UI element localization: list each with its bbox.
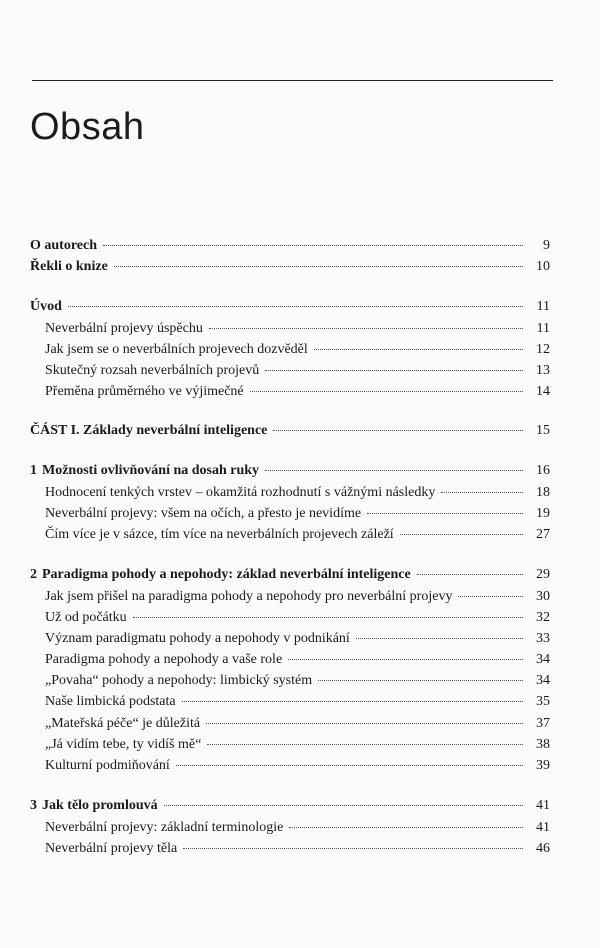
toc-dot-leader [207, 744, 523, 745]
toc-entry-label: „Já vidím tebe, ty vidíš mě“ [45, 737, 202, 752]
toc-entry-page: 29 [536, 567, 550, 582]
toc-entry-page: 46 [536, 841, 550, 856]
toc-entry-label: Přeměna průměrného ve výjimečné [45, 384, 244, 399]
toc-dot-leader [367, 513, 523, 514]
toc-dot-leader [288, 659, 523, 660]
toc-entry [45, 840, 550, 857]
toc-entry-page: 11 [536, 321, 550, 336]
toc-entry-label: Neverbální projevy: základní terminologie [45, 820, 284, 835]
toc-entry-number: 3 [30, 798, 37, 813]
toc-entry-label: Možnosti ovlivňování na dosah ruky [42, 463, 260, 478]
toc-dot-leader [103, 245, 523, 246]
toc-entry [45, 484, 550, 501]
toc-dot-leader [265, 470, 523, 471]
toc-entry-label: „Mateřská péče“ je důležitá [45, 716, 201, 731]
toc-entry [45, 320, 550, 337]
toc-entry-page: 13 [536, 363, 550, 378]
toc-entry-page: 39 [536, 758, 550, 773]
toc-entry-page: 16 [536, 463, 550, 478]
toc-dot-leader [356, 638, 523, 639]
toc-entry-label: Úvod [30, 299, 62, 314]
toc-entry [30, 797, 550, 814]
toc-entry [45, 609, 550, 626]
toc-dot-leader [458, 596, 523, 597]
toc-entry-label: O autorech [30, 238, 98, 253]
toc-entry-label: Neverbální projevy těla [45, 841, 178, 856]
toc-entry-label: Skutečný rozsah neverbálních projevů [45, 363, 260, 378]
toc-entry-label: Jak tělo promlouvá [42, 798, 158, 813]
toc-dot-leader [206, 723, 523, 724]
toc-entry-page: 37 [536, 716, 550, 731]
toc-entry-label: „Povaha“ pohody a nepohody: limbický systém [45, 673, 313, 688]
toc-entry [45, 757, 550, 774]
toc-entry [45, 362, 550, 379]
toc-entry-label: Význam paradigmatu pohody a nepohody v podnikání [45, 631, 350, 646]
page-title: Obsah [30, 106, 145, 148]
toc-entry-page: 30 [536, 589, 550, 604]
toc-dot-leader [314, 349, 523, 350]
toc-entry-label: Neverbální projevy: všem na očích, a přesto je nevidíme [45, 506, 362, 521]
toc-entry-label: Naše limbická podstata [45, 694, 176, 709]
toc-entry [45, 630, 550, 647]
toc-dot-leader [182, 701, 523, 702]
toc-entry [30, 258, 550, 275]
toc-entry [30, 566, 550, 583]
toc-entry-page: 34 [536, 673, 550, 688]
toc-dot-leader [273, 430, 523, 431]
toc-entry [45, 736, 550, 753]
toc-entry-label: Jak jsem se o neverbálních projevech dozvěděl [45, 342, 308, 357]
toc-entry [30, 237, 550, 254]
toc-dot-leader [441, 492, 523, 493]
toc-entry-label: Už od počátku [45, 610, 127, 625]
toc-entry-page: 19 [536, 506, 550, 521]
toc-entry-page: 35 [536, 694, 550, 709]
toc-entry-label: Paradigma pohody a nepohody a vaše role [45, 652, 283, 667]
toc-entry-label: Hodnocení tenkých vrstev – okamžitá rozhodnutí s vážnými následky [45, 485, 436, 500]
toc-dot-leader [318, 680, 523, 681]
toc-entry-label: Kulturní podmiňování [45, 758, 170, 773]
toc-entry-number: 1 [30, 463, 37, 478]
toc-entry-label: Neverbální projevy úspěchu [45, 321, 203, 336]
toc-entry [45, 819, 550, 836]
toc-dot-leader [68, 306, 523, 307]
toc-dot-leader [417, 574, 523, 575]
toc-entry-page: 27 [536, 527, 550, 542]
toc-dot-leader [250, 391, 523, 392]
toc-entry-page: 12 [536, 342, 550, 357]
toc-entry-number: 2 [30, 567, 37, 582]
toc-dot-leader [265, 370, 523, 371]
toc-entry-label: Řekli o knize [30, 259, 108, 274]
toc-dot-leader [183, 848, 523, 849]
toc-entry-page: 9 [543, 238, 550, 253]
toc-entry [45, 693, 550, 710]
toc-entry-page: 14 [536, 384, 550, 399]
toc-dot-leader [114, 266, 523, 267]
toc-dot-leader [289, 827, 523, 828]
toc-entry [45, 341, 550, 358]
toc-entry-label: Jak jsem přišel na paradigma pohody a nepohody pro neverbální projevy [45, 589, 453, 604]
toc-dot-leader [176, 765, 523, 766]
toc-entry [30, 462, 550, 479]
toc-entry [45, 672, 550, 689]
toc-dot-leader [164, 805, 523, 806]
toc-entry-page: 34 [536, 652, 550, 667]
toc-entry-page: 41 [536, 820, 550, 835]
toc-dot-leader [400, 534, 523, 535]
toc-entry [45, 505, 550, 522]
toc-entry-page: 32 [536, 610, 550, 625]
toc-entry [45, 715, 550, 732]
toc-entry-page: 33 [536, 631, 550, 646]
toc-entry-page: 38 [536, 737, 550, 752]
toc-dot-leader [133, 617, 523, 618]
toc-dot-leader [209, 328, 523, 329]
toc-entry [45, 526, 550, 543]
toc-entry-label: Paradigma pohody a nepohody: základ neverbální inteligence [42, 567, 411, 582]
toc-entry [45, 383, 550, 400]
toc-entry [30, 298, 550, 315]
toc-entry-page: 18 [536, 485, 550, 500]
toc-entry-label: ČÁST I. Základy neverbální inteligence [30, 423, 268, 438]
toc-entry-page: 15 [536, 423, 550, 438]
toc-entry [45, 588, 550, 605]
toc-entry-page: 11 [536, 299, 550, 314]
toc-entry-label: Čím více je v sázce, tím více na neverbálních projevech záleží [45, 527, 394, 542]
toc-entry [30, 422, 550, 439]
toc-entry-page: 41 [536, 798, 550, 813]
toc-entry-page: 10 [536, 259, 550, 274]
toc-entry [45, 651, 550, 668]
